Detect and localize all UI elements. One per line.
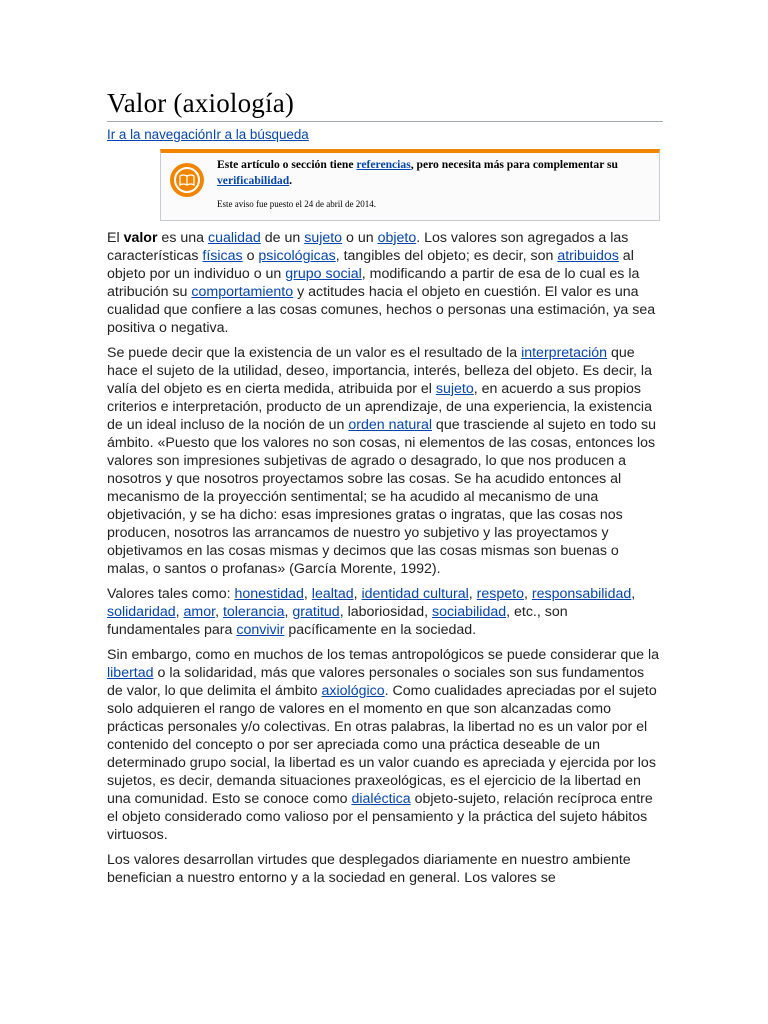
paragraph-text: , — [353, 586, 362, 602]
notice-date: Este aviso fue puesto el 24 de abril de 2014. — [217, 199, 376, 209]
article-link[interactable]: grupo social — [285, 266, 362, 282]
paragraph — [107, 851, 663, 887]
article-link[interactable]: cualidad — [207, 230, 261, 246]
paragraph-text: de un — [260, 230, 305, 246]
article-link[interactable]: sujeto — [304, 230, 343, 246]
paragraph — [107, 229, 663, 337]
paragraph-text: Los valores desarrollan virtudes que desplegados diariamente en nuestro ambiente benefician a nuestro entorno y a la sociedad en general. Los valores se — [107, 852, 631, 886]
paragraph-text: al objeto por un individuo o un — [107, 248, 634, 282]
article-link[interactable]: solidaridad — [107, 604, 176, 620]
book-icon — [170, 163, 204, 197]
article-link[interactable]: dialéctica — [351, 791, 411, 807]
verifiability-link[interactable]: verificabilidad — [217, 174, 290, 187]
article-link[interactable]: gratitud — [292, 604, 340, 620]
paragraph-text: , laboriosidad, — [339, 604, 432, 620]
jump-links — [107, 126, 663, 143]
references-notice-box — [160, 149, 660, 221]
article-link[interactable]: físicas — [202, 248, 243, 264]
paragraph-text: o la solidaridad, más que valores personales o sociales son sus fundamentos de valor, lo que delimita el ámbito — [107, 665, 645, 699]
paragraph-text: es una — [157, 230, 208, 246]
paragraph-text: , — [303, 586, 312, 602]
notice-message: Este artículo o sección tiene referencias, pero necesita más para complementar su verificabilidad. — [217, 158, 618, 187]
paragraph-text: , en acuerdo a sus propios criterios e interpretación, producto de un aprendizaje, de una experiencia, la existencia de un ideal incluso de la noción de un — [107, 381, 652, 433]
page-title: Valor (axiología) — [107, 88, 663, 122]
article-link[interactable]: orden natural — [348, 417, 432, 433]
paragraph-text: , modificando a partir de esa de lo cual es la atribución su — [107, 266, 640, 300]
paragraph-text: , etc., son fundamentales para — [107, 604, 568, 638]
article-link[interactable]: sujeto — [435, 381, 474, 397]
article-link[interactable]: axiológico — [321, 683, 385, 699]
paragraph-text: . Los valores son agregados a las características — [107, 230, 629, 264]
paragraph-text: pacíficamente en la sociedad. — [284, 622, 477, 638]
article — [107, 88, 663, 894]
paragraph-text: , — [468, 586, 477, 602]
article-link[interactable]: respeto — [476, 586, 524, 602]
article-link[interactable]: convivir — [236, 622, 285, 638]
paragraph-text: , — [284, 604, 293, 620]
article-link[interactable]: psicológicas — [258, 248, 336, 264]
paragraph — [107, 585, 663, 639]
article-link[interactable]: honestidad — [234, 586, 304, 602]
article-link[interactable]: identidad cultural — [361, 586, 469, 602]
article-link[interactable]: tolerancia — [222, 604, 285, 620]
paragraph-text: . Como cualidades apreciadas por el sujeto solo adquieren el rango de valores en el momento en que son alcanzadas como prácticas personales y/o colectivas. En otras palabras, la libertad no es un valor por el contenido del concepto o por ser apreciada como una práctica deseable de un determinado grupo social, la libertad es un valor cuando es apreciada y ejercida por los sujetos, es decir, demanda situaciones praxeológicas, es el ejercicio de la libertad en una comunidad. Esto se conoce como — [107, 683, 657, 807]
paragraph-text: y actitudes hacia el objeto en cuestión. El valor es una cualidad que confiere a las cosas comunes, hechos o personas una estimación, ya sea positiva o negativa. — [107, 284, 656, 336]
paragraph-text: que hace el sujeto de la utilidad, deseo, importancia, interés, belleza del objeto. Es decir, la valía del objeto es en cierta medida, atribuida por el — [107, 345, 652, 397]
paragraph-text: , — [523, 586, 532, 602]
article-link[interactable]: amor — [183, 604, 216, 620]
article-link[interactable]: libertad — [107, 665, 154, 681]
paragraph — [107, 344, 663, 578]
paragraph-text: , tangibles del objeto; es decir, son — [335, 248, 558, 264]
article-link[interactable]: sociabilidad — [431, 604, 507, 620]
bold-term: valor — [123, 230, 158, 246]
paragraph — [107, 646, 663, 844]
article-link[interactable]: comportamiento — [191, 284, 294, 300]
paragraph-text: Valores tales como: — [107, 586, 235, 602]
article-link[interactable]: responsabilidad — [531, 586, 632, 602]
paragraph-text: El — [107, 230, 124, 246]
paragraph-text: que trasciende al sujeto en todo su ámbito. «Puesto que los valores no son cosas, ni elementos de las cosas, entonces los valores son impresiones subjetivas de agrado o desagrado, lo que nos producen a nosotros y que nosotros proyectamos sobre las cosas. Se ha acudido entonces al mecanismo de la proyección sentimental; se ha acudido al mecanismo de una objetivación, y se ha dicho: esas impresiones gratas o ingratas, que las cosas nos producen, nosotros las arrancamos de nuestro yo subjetivo y las proyectamos y objetivamos en las cosas mismas y decimos que las cosas mismas son buenas o malas, o santos o profanas» (García Morente, 1992). — [107, 417, 656, 577]
paragraph-text: , — [215, 604, 223, 620]
article-link[interactable]: interpretación — [521, 345, 608, 361]
paragraph-text: o un — [342, 230, 378, 246]
article-link[interactable]: lealtad — [311, 586, 354, 602]
article-link[interactable]: objeto — [377, 230, 417, 246]
paragraph-text: objeto-sujeto, relación recíproca entre el objeto considerado como valioso por el pensamiento y la práctica del sujeto hábitos virtuosos. — [107, 791, 653, 843]
article-body — [107, 229, 663, 887]
paragraph-text: o — [242, 248, 259, 264]
paragraph-text: Sin embargo, como en muchos de los temas antropológicos se puede considerar que la — [107, 647, 660, 663]
references-link[interactable]: referencias — [356, 158, 411, 171]
paragraph-text: , — [631, 586, 636, 602]
article-link[interactable]: atribuidos — [557, 248, 619, 264]
jump-to-search-link[interactable]: Ir a la búsqueda — [212, 127, 309, 142]
paragraph-text: , — [175, 604, 184, 620]
paragraph-text: Se puede decir que la existencia de un valor es el resultado de la — [107, 345, 522, 361]
jump-to-navigation-link[interactable]: Ir a la navegación — [107, 127, 213, 142]
